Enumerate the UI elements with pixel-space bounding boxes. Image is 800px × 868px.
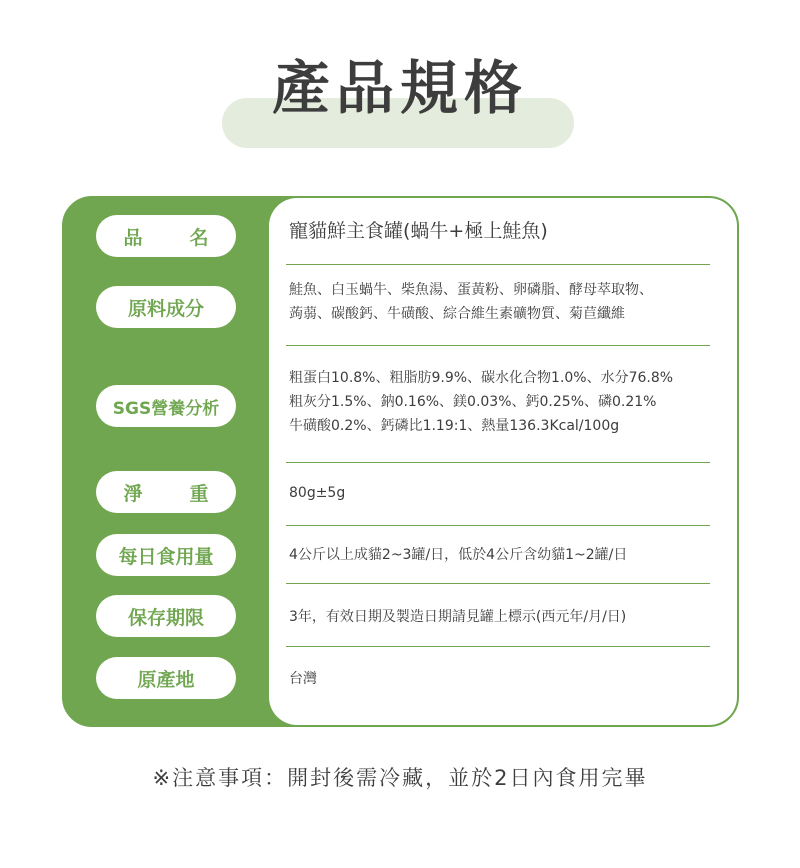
label-net-weight: 淨 重: [96, 471, 236, 513]
row-divider: [286, 264, 710, 265]
spec-table: [62, 196, 739, 727]
sgs-line: 粗蛋白10.8%、粗脂肪9.9%、碳水化合物1.0%、水分76.8%: [289, 370, 674, 386]
sgs-line: 粗灰分1.5%、鈉0.16%、鎂0.03%、鈣0.25%、磷0.21%: [289, 394, 657, 410]
label-product-name: 品 名: [96, 215, 236, 257]
value-product-name: 寵貓鮮主食罐(蝸牛+極上鮭魚): [289, 220, 548, 242]
label-shelf-life: 保存期限: [96, 595, 236, 637]
value-shelf-life: 3年，有效日期及製造日期請見罐上標示(西元年/月/日): [289, 609, 627, 625]
row-divider: [286, 345, 710, 346]
title-section: [0, 0, 800, 160]
value-sgs-analysis: [289, 366, 729, 438]
label-daily-feeding: 每日食用量: [96, 534, 236, 576]
value-origin: 台灣: [289, 671, 317, 687]
row-divider: [286, 583, 710, 584]
ingredients-line: 蒟蒻、碳酸鈣、牛磺酸、綜合維生素礦物質、菊苣纖維: [289, 306, 625, 322]
label-origin: 原產地: [96, 657, 236, 699]
notice-text: ※注意事項：開封後需冷藏，並於2日內食用完畢: [152, 766, 648, 790]
label-sgs-analysis: SGS營養分析: [96, 385, 236, 427]
sgs-line: 牛磺酸0.2%、鈣磷比1.19:1、熱量136.3Kcal/100g: [289, 418, 620, 434]
page-title: 產品規格: [271, 54, 528, 122]
row-divider: [286, 525, 710, 526]
value-daily-feeding: 4公斤以上成貓2~3罐/日，低於4公斤含幼貓1~2罐/日: [289, 547, 628, 563]
row-divider: [286, 462, 710, 463]
value-net-weight: 80g±5g: [289, 485, 346, 501]
ingredients-line: 鮭魚、白玉蝸牛、柴魚湯、蛋黃粉、卵磷脂、酵母萃取物、: [289, 282, 653, 298]
row-divider: [286, 646, 710, 647]
label-ingredients: 原料成分: [96, 286, 236, 328]
value-ingredients: [289, 278, 729, 326]
